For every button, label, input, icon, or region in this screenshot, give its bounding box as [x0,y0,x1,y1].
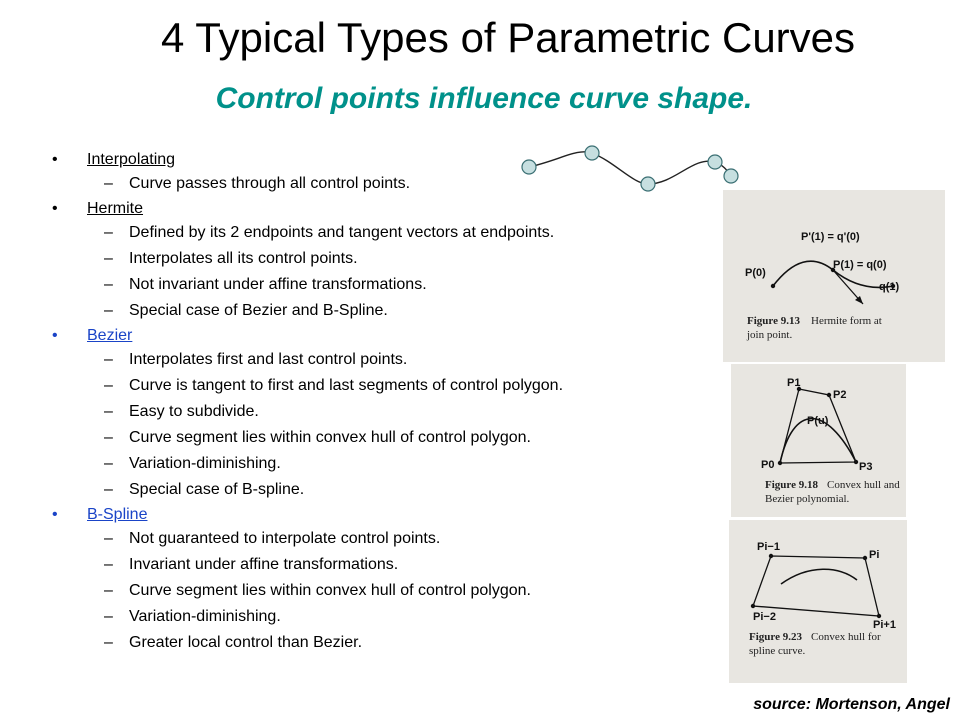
sub-item [52,604,732,630]
bspline-diagram [729,520,907,683]
control-point [751,604,755,608]
caption-text: Bezier polynomial. [765,493,850,505]
caption-text: spline curve. [749,645,806,657]
caption-number: Figure 9.18 [765,479,818,491]
dash-icon: – [104,455,113,472]
dash-icon: – [104,481,113,498]
sub-item [52,298,732,324]
control-point [769,554,773,558]
bullet-icon: • [52,506,58,523]
sub-item [52,399,732,425]
label-p1: P1 [787,377,801,389]
control-point [863,556,867,560]
sub-item-text: Special case of Bezier and B-Spline. [129,302,388,319]
hermite-diagram [723,190,945,362]
sub-item [52,578,732,604]
slide-title: 4 Typical Types of Parametric Curves [160,14,856,61]
sub-item-text: Defined by its 2 endpoints and tangent vectors at endpoints. [129,224,555,241]
sub-item [52,630,732,656]
sub-item [52,552,732,578]
sub-item-text: Not guaranteed to interpolate control points. [129,530,441,547]
item-label: Hermite [87,200,144,217]
dash-icon: – [104,302,113,319]
label-p0: P0 [761,459,775,471]
sub-item-text: Greater local control than Bezier. [129,634,363,651]
sub-item-text: Invariant under affine transformations. [129,556,399,573]
label-q1: q(1) [879,281,900,293]
list-item-bspline[interactable] [52,503,732,526]
dash-icon: – [104,351,113,368]
bullet-icon: • [52,200,58,217]
caption-text: Convex hull for [811,631,881,643]
sub-item-text: Variation-diminishing. [129,608,281,625]
sub-item [52,526,732,552]
slide-subtitle: Control points influence curve shape. [215,82,753,115]
sub-item [52,373,732,399]
label-pi-minus-1: Pi−1 [757,541,780,553]
dash-icon: – [104,634,113,651]
dash-icon: – [104,175,113,192]
bspline-link[interactable]: B-Spline [87,506,148,523]
bspline-curve [781,569,857,584]
label-tangent: P'(1) = q'(0) [801,231,860,243]
source-citation: source: Mortenson, Angel [753,696,950,713]
bullet-list [52,148,732,656]
sub-item-text: Interpolates first and last control points. [129,351,408,368]
dash-icon: – [104,429,113,446]
bezier-diagram [731,364,906,517]
caption-text: Hermite form at [811,315,882,327]
label-p2: P2 [833,389,847,401]
item-label: Interpolating [87,151,176,168]
sub-item [52,347,732,373]
dash-icon: – [104,403,113,420]
dash-icon: – [104,556,113,573]
label-join: P(1) = q(0) [833,259,887,271]
caption-number: Figure 9.23 [749,631,802,643]
list-item-bezier[interactable] [52,324,732,347]
dash-icon: – [104,250,113,267]
sub-item [52,246,732,272]
sub-item-text: Curve is tangent to first and last segments of control polygon. [129,377,564,394]
bullet-icon: • [52,327,58,344]
label-pi-minus-2: Pi−2 [753,611,776,623]
sub-item-text: Special case of B-spline. [129,481,305,498]
bullet-icon: • [52,151,58,168]
sub-item-text: Curve passes through all control points. [129,175,411,192]
sub-item [52,272,732,298]
convex-hull [753,556,879,616]
sub-item-text: Variation-diminishing. [129,455,281,472]
label-p0: P(0) [745,267,766,279]
caption-text: join point. [747,329,793,341]
list-item-interpolating [52,148,732,171]
list-item-hermite [52,197,732,220]
sub-item [52,477,732,503]
dash-icon: – [104,276,113,293]
label-pi-plus-1: Pi+1 [873,619,896,631]
bezier-link[interactable]: Bezier [87,327,133,344]
caption-number: Figure 9.13 [747,315,800,327]
label-pu: P(u) [807,415,829,427]
control-point [877,614,881,618]
sub-item-text: Easy to subdivide. [129,403,259,420]
control-point [827,393,831,397]
endpoint-marker [771,284,775,288]
control-point [778,461,782,465]
sub-item [52,451,732,477]
bezier-figure [731,364,906,517]
label-pi: Pi [869,549,880,561]
sub-item-text: Curve segment lies within convex hull of control polygon. [129,582,531,599]
dash-icon: – [104,377,113,394]
caption-text: Convex hull and [827,479,900,491]
dash-icon: – [104,224,113,241]
label-p3: P3 [859,461,873,473]
sub-item [52,171,732,197]
sub-item-text: Curve segment lies within convex hull of control polygon. [129,429,531,446]
sub-item [52,220,732,246]
sub-item-text: Not invariant under affine transformations. [129,276,427,293]
control-point [854,460,858,464]
bspline-figure [729,520,907,683]
hermite-figure [723,190,945,362]
dash-icon: – [104,530,113,547]
sub-item [52,425,732,451]
dash-icon: – [104,582,113,599]
dash-icon: – [104,608,113,625]
sub-item-text: Interpolates all its control points. [129,250,358,267]
